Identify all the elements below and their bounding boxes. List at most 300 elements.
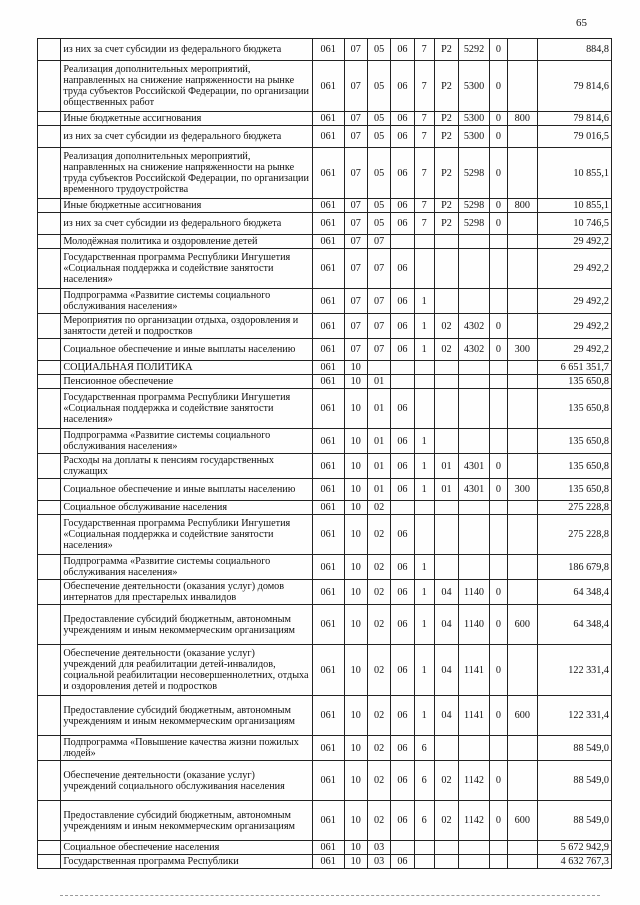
row-code-2: 07 <box>344 126 367 148</box>
row-code-6: 02 <box>434 339 458 361</box>
row-code-5: 7 <box>414 213 434 235</box>
row-code-9 <box>507 249 537 289</box>
row-code-3: 02 <box>367 515 390 555</box>
row-code-2: 07 <box>344 339 367 361</box>
row-code-5: 1 <box>414 555 434 580</box>
row-margin-cell <box>38 61 61 112</box>
row-margin-cell <box>38 361 61 375</box>
row-amount: 4 632 767,3 <box>537 855 611 869</box>
row-code-9 <box>507 213 537 235</box>
row-code-3: 05 <box>367 213 390 235</box>
row-margin-cell <box>38 213 61 235</box>
row-code-5: 6 <box>414 761 434 801</box>
row-code-6 <box>434 289 458 314</box>
row-margin-cell <box>38 605 61 645</box>
row-code-4: 06 <box>391 339 414 361</box>
row-code-4 <box>391 361 414 375</box>
row-code-1: 061 <box>312 801 344 841</box>
row-code-5: 1 <box>414 339 434 361</box>
row-code-1: 061 <box>312 289 344 314</box>
row-code-5 <box>414 389 434 429</box>
row-code-8: 0 <box>489 801 507 841</box>
row-amount: 135 650,8 <box>537 479 611 501</box>
row-name: Иные бюджетные ассигнования <box>61 199 312 213</box>
row-code-7: 5300 <box>459 112 490 126</box>
row-code-7: 1142 <box>459 761 490 801</box>
row-code-5: 1 <box>414 696 434 736</box>
row-amount: 10 855,1 <box>537 199 611 213</box>
row-amount: 29 492,2 <box>537 339 611 361</box>
row-amount: 88 549,0 <box>537 761 611 801</box>
row-margin-cell <box>38 801 61 841</box>
row-code-9 <box>507 515 537 555</box>
row-code-6: 04 <box>434 645 458 696</box>
row-code-2: 10 <box>344 375 367 389</box>
row-name: Государственная программа Республики <box>61 855 312 869</box>
table-row <box>38 515 612 555</box>
row-code-9 <box>507 761 537 801</box>
row-amount: 29 492,2 <box>537 235 611 249</box>
row-amount: 79 814,6 <box>537 61 611 112</box>
row-code-2: 10 <box>344 855 367 869</box>
row-code-9: 600 <box>507 801 537 841</box>
row-code-8 <box>489 855 507 869</box>
row-code-9 <box>507 855 537 869</box>
row-code-3: 02 <box>367 605 390 645</box>
row-code-7: 4301 <box>459 479 490 501</box>
row-code-9: 600 <box>507 696 537 736</box>
table-row <box>38 696 612 736</box>
row-code-3: 02 <box>367 761 390 801</box>
row-name: Социальное обеспечение и иные выплаты населению <box>61 339 312 361</box>
row-margin-cell <box>38 501 61 515</box>
row-code-3: 05 <box>367 126 390 148</box>
row-code-9 <box>507 289 537 314</box>
row-code-2: 10 <box>344 841 367 855</box>
table-row <box>38 235 612 249</box>
row-code-8: 0 <box>489 148 507 199</box>
row-margin-cell <box>38 841 61 855</box>
row-code-4: 06 <box>391 314 414 339</box>
table-row <box>38 454 612 479</box>
row-code-7 <box>459 515 490 555</box>
row-amount: 884,8 <box>537 39 611 61</box>
row-code-9 <box>507 645 537 696</box>
row-code-7: 1141 <box>459 645 490 696</box>
row-code-2: 10 <box>344 501 367 515</box>
row-code-7: 1141 <box>459 696 490 736</box>
row-code-3: 02 <box>367 555 390 580</box>
table-row <box>38 761 612 801</box>
row-code-1: 061 <box>312 314 344 339</box>
table-row <box>38 580 612 605</box>
row-margin-cell <box>38 761 61 801</box>
row-code-4: 06 <box>391 761 414 801</box>
row-code-5: 6 <box>414 736 434 761</box>
row-amount: 79 016,5 <box>537 126 611 148</box>
scan-edge-marks <box>60 895 600 897</box>
row-code-1: 061 <box>312 696 344 736</box>
row-amount: 275 228,8 <box>537 501 611 515</box>
row-code-7 <box>459 235 490 249</box>
row-code-6: P2 <box>434 213 458 235</box>
row-code-1: 061 <box>312 429 344 454</box>
row-code-1: 061 <box>312 112 344 126</box>
row-code-9 <box>507 375 537 389</box>
row-code-2: 10 <box>344 736 367 761</box>
row-code-5: 1 <box>414 429 434 454</box>
row-margin-cell <box>38 148 61 199</box>
row-code-4: 06 <box>391 112 414 126</box>
row-code-7 <box>459 389 490 429</box>
row-code-1: 061 <box>312 61 344 112</box>
table-row <box>38 361 612 375</box>
row-code-4: 06 <box>391 213 414 235</box>
row-code-1: 061 <box>312 479 344 501</box>
row-code-1: 061 <box>312 454 344 479</box>
row-name: Предоставление субсидий бюджетным, автономным учреждениям и иным некоммерческим организациям <box>61 605 312 645</box>
row-code-4: 06 <box>391 605 414 645</box>
row-code-6 <box>434 375 458 389</box>
row-code-4: 06 <box>391 736 414 761</box>
row-code-8 <box>489 555 507 580</box>
row-code-4: 06 <box>391 126 414 148</box>
row-code-7: 5300 <box>459 61 490 112</box>
row-code-3: 05 <box>367 199 390 213</box>
row-code-6 <box>434 841 458 855</box>
row-code-7 <box>459 375 490 389</box>
row-code-5 <box>414 515 434 555</box>
row-code-8: 0 <box>489 339 507 361</box>
row-code-2: 10 <box>344 555 367 580</box>
row-code-9: 800 <box>507 199 537 213</box>
row-code-3: 07 <box>367 235 390 249</box>
row-amount: 88 549,0 <box>537 736 611 761</box>
row-code-1: 061 <box>312 235 344 249</box>
row-name: Реализация дополнительных мероприятий, направленных на снижение напряженности на рынке труда субъектов Российской Федерации, по организации временного трудоустройства <box>61 148 312 199</box>
row-code-5: 6 <box>414 801 434 841</box>
row-code-9 <box>507 361 537 375</box>
row-code-1: 061 <box>312 580 344 605</box>
row-amount: 135 650,8 <box>537 429 611 454</box>
row-code-1: 061 <box>312 855 344 869</box>
row-code-1: 061 <box>312 361 344 375</box>
row-name: СОЦИАЛЬНАЯ ПОЛИТИКА <box>61 361 312 375</box>
row-code-8: 0 <box>489 605 507 645</box>
row-name: Расходы на доплаты к пенсиям государственных служащих <box>61 454 312 479</box>
row-margin-cell <box>38 855 61 869</box>
row-name: Обеспечение деятельности (оказание услуг) учреждений для реабилитации детей-инвалидов, социальной реабилитации несовершеннолетних, отдыха и оздоровления детей и подростков <box>61 645 312 696</box>
row-margin-cell <box>38 314 61 339</box>
table-row <box>38 339 612 361</box>
row-code-6 <box>434 389 458 429</box>
row-amount: 64 348,4 <box>537 580 611 605</box>
row-code-2: 10 <box>344 761 367 801</box>
row-code-5 <box>414 375 434 389</box>
row-code-1: 061 <box>312 148 344 199</box>
table-row <box>38 841 612 855</box>
row-margin-cell <box>38 736 61 761</box>
row-code-5: 1 <box>414 605 434 645</box>
row-code-6: P2 <box>434 39 458 61</box>
row-margin-cell <box>38 645 61 696</box>
table-row <box>38 501 612 515</box>
table-row <box>38 314 612 339</box>
row-code-7: 4302 <box>459 314 490 339</box>
row-code-4: 06 <box>391 454 414 479</box>
row-code-8 <box>489 289 507 314</box>
row-code-6: P2 <box>434 112 458 126</box>
row-code-3: 05 <box>367 112 390 126</box>
row-code-5 <box>414 361 434 375</box>
row-code-7: 1142 <box>459 801 490 841</box>
row-code-3: 03 <box>367 841 390 855</box>
row-code-5: 1 <box>414 454 434 479</box>
row-name: Молодёжная политика и оздоровление детей <box>61 235 312 249</box>
row-amount: 10 746,5 <box>537 213 611 235</box>
row-code-2: 07 <box>344 148 367 199</box>
row-code-2: 10 <box>344 605 367 645</box>
row-code-9: 800 <box>507 112 537 126</box>
row-amount: 135 650,8 <box>537 389 611 429</box>
row-code-8: 0 <box>489 696 507 736</box>
row-code-8 <box>489 501 507 515</box>
row-code-4: 06 <box>391 696 414 736</box>
row-code-1: 061 <box>312 645 344 696</box>
row-code-7: 1140 <box>459 580 490 605</box>
row-name: Реализация дополнительных мероприятий, направленных на снижение напряженности на рынке труда субъектов Российской Федерации, по организации общественных работ <box>61 61 312 112</box>
row-code-2: 10 <box>344 645 367 696</box>
row-code-8: 0 <box>489 39 507 61</box>
row-code-8: 0 <box>489 213 507 235</box>
row-code-4 <box>391 501 414 515</box>
table-row <box>38 199 612 213</box>
row-margin-cell <box>38 199 61 213</box>
row-code-5: 1 <box>414 289 434 314</box>
row-margin-cell <box>38 112 61 126</box>
row-code-5: 7 <box>414 199 434 213</box>
row-code-2: 10 <box>344 361 367 375</box>
row-code-2: 07 <box>344 213 367 235</box>
row-code-8: 0 <box>489 61 507 112</box>
row-code-3: 01 <box>367 429 390 454</box>
row-code-8 <box>489 736 507 761</box>
row-code-7: 4302 <box>459 339 490 361</box>
row-code-5: 1 <box>414 580 434 605</box>
table-row <box>38 645 612 696</box>
row-code-8: 0 <box>489 126 507 148</box>
row-name: Подпрограмма «Развитие системы социального обслуживания населения» <box>61 555 312 580</box>
row-code-3: 01 <box>367 454 390 479</box>
row-amount: 186 679,8 <box>537 555 611 580</box>
table-row <box>38 555 612 580</box>
row-code-5: 7 <box>414 39 434 61</box>
row-code-9: 600 <box>507 605 537 645</box>
row-code-2: 07 <box>344 199 367 213</box>
row-amount: 88 549,0 <box>537 801 611 841</box>
row-code-7: 5292 <box>459 39 490 61</box>
row-code-6 <box>434 855 458 869</box>
row-code-4: 06 <box>391 580 414 605</box>
row-code-6: 02 <box>434 761 458 801</box>
row-margin-cell <box>38 249 61 289</box>
row-code-9 <box>507 580 537 605</box>
row-code-4: 06 <box>391 289 414 314</box>
row-code-6: 04 <box>434 605 458 645</box>
row-code-3: 01 <box>367 375 390 389</box>
row-amount: 135 650,8 <box>537 454 611 479</box>
row-code-1: 061 <box>312 761 344 801</box>
row-name: Пенсионное обеспечение <box>61 375 312 389</box>
row-code-4 <box>391 235 414 249</box>
row-amount: 5 672 942,9 <box>537 841 611 855</box>
row-code-7 <box>459 555 490 580</box>
row-name: Мероприятия по организации отдыха, оздоровления и занятости детей и подростков <box>61 314 312 339</box>
row-code-5: 7 <box>414 148 434 199</box>
row-code-1: 061 <box>312 389 344 429</box>
row-code-4: 06 <box>391 429 414 454</box>
row-margin-cell <box>38 289 61 314</box>
row-code-4: 06 <box>391 479 414 501</box>
row-code-8 <box>489 515 507 555</box>
row-code-3: 07 <box>367 289 390 314</box>
row-margin-cell <box>38 389 61 429</box>
row-code-7 <box>459 249 490 289</box>
row-code-9 <box>507 555 537 580</box>
row-code-1: 061 <box>312 736 344 761</box>
table-row <box>38 855 612 869</box>
row-code-6 <box>434 249 458 289</box>
row-code-4: 06 <box>391 855 414 869</box>
row-code-2: 07 <box>344 39 367 61</box>
row-code-5 <box>414 841 434 855</box>
row-margin-cell <box>38 339 61 361</box>
row-name: Предоставление субсидий бюджетным, автономным учреждениям и иным некоммерческим организациям <box>61 801 312 841</box>
row-code-9 <box>507 235 537 249</box>
row-code-9 <box>507 841 537 855</box>
row-code-6 <box>434 555 458 580</box>
row-code-3: 05 <box>367 148 390 199</box>
row-code-2: 07 <box>344 249 367 289</box>
row-code-4: 06 <box>391 249 414 289</box>
table-row <box>38 126 612 148</box>
row-code-9 <box>507 126 537 148</box>
row-code-2: 10 <box>344 515 367 555</box>
row-code-2: 07 <box>344 112 367 126</box>
row-code-1: 061 <box>312 39 344 61</box>
row-code-8 <box>489 235 507 249</box>
row-code-9 <box>507 39 537 61</box>
row-code-8 <box>489 429 507 454</box>
row-code-8: 0 <box>489 761 507 801</box>
row-code-9 <box>507 314 537 339</box>
row-code-7 <box>459 501 490 515</box>
row-code-6 <box>434 501 458 515</box>
row-code-2: 07 <box>344 235 367 249</box>
table-row <box>38 429 612 454</box>
row-code-4: 06 <box>391 515 414 555</box>
row-name: Социальное обслуживание населения <box>61 501 312 515</box>
row-code-7 <box>459 361 490 375</box>
row-code-4: 06 <box>391 555 414 580</box>
row-code-3: 02 <box>367 645 390 696</box>
row-code-2: 07 <box>344 61 367 112</box>
row-name: Государственная программа Республики Ингушетия «Социальная поддержка и содействие занятости населения» <box>61 515 312 555</box>
row-code-1: 061 <box>312 375 344 389</box>
row-code-8: 0 <box>489 454 507 479</box>
row-code-8 <box>489 841 507 855</box>
row-code-1: 061 <box>312 249 344 289</box>
row-amount: 29 492,2 <box>537 289 611 314</box>
row-code-1: 061 <box>312 213 344 235</box>
row-code-1: 061 <box>312 501 344 515</box>
row-amount: 122 331,4 <box>537 645 611 696</box>
row-code-9 <box>507 736 537 761</box>
row-code-4: 06 <box>391 61 414 112</box>
row-code-6 <box>434 235 458 249</box>
row-code-8: 0 <box>489 199 507 213</box>
row-code-8: 0 <box>489 112 507 126</box>
row-name: Подпрограмма «Повышение качества жизни пожилых людей» <box>61 736 312 761</box>
table-row <box>38 375 612 389</box>
row-amount: 135 650,8 <box>537 375 611 389</box>
row-code-2: 10 <box>344 479 367 501</box>
row-margin-cell <box>38 479 61 501</box>
row-amount: 79 814,6 <box>537 112 611 126</box>
table-row <box>38 39 612 61</box>
table-row <box>38 801 612 841</box>
row-amount: 275 228,8 <box>537 515 611 555</box>
table-row <box>38 148 612 199</box>
row-code-6: P2 <box>434 148 458 199</box>
row-code-7 <box>459 855 490 869</box>
row-code-8: 0 <box>489 645 507 696</box>
row-code-4: 06 <box>391 389 414 429</box>
row-code-6: 02 <box>434 314 458 339</box>
row-amount: 64 348,4 <box>537 605 611 645</box>
row-code-8 <box>489 389 507 429</box>
row-code-7: 5298 <box>459 213 490 235</box>
row-code-3: 03 <box>367 855 390 869</box>
row-code-6: P2 <box>434 126 458 148</box>
row-margin-cell <box>38 580 61 605</box>
row-code-4 <box>391 841 414 855</box>
row-code-5: 1 <box>414 645 434 696</box>
row-margin-cell <box>38 555 61 580</box>
row-code-9 <box>507 389 537 429</box>
row-code-3: 02 <box>367 580 390 605</box>
row-name: Обеспечение деятельности (оказания услуг) домов интернатов для престарелых инвалидов <box>61 580 312 605</box>
row-code-9 <box>507 61 537 112</box>
row-name: Подпрограмма «Развитие системы социального обслуживания населения» <box>61 429 312 454</box>
page-number: 65 <box>576 17 587 29</box>
row-margin-cell <box>38 126 61 148</box>
row-code-4: 06 <box>391 148 414 199</box>
row-code-3: 02 <box>367 696 390 736</box>
row-code-5 <box>414 855 434 869</box>
row-code-1: 061 <box>312 841 344 855</box>
row-code-7 <box>459 429 490 454</box>
row-code-1: 061 <box>312 515 344 555</box>
row-code-6 <box>434 429 458 454</box>
row-code-4: 06 <box>391 645 414 696</box>
row-code-5: 7 <box>414 61 434 112</box>
table-row <box>38 479 612 501</box>
row-code-7: 5298 <box>459 148 490 199</box>
row-code-2: 10 <box>344 389 367 429</box>
row-code-6: P2 <box>434 199 458 213</box>
row-code-2: 07 <box>344 314 367 339</box>
